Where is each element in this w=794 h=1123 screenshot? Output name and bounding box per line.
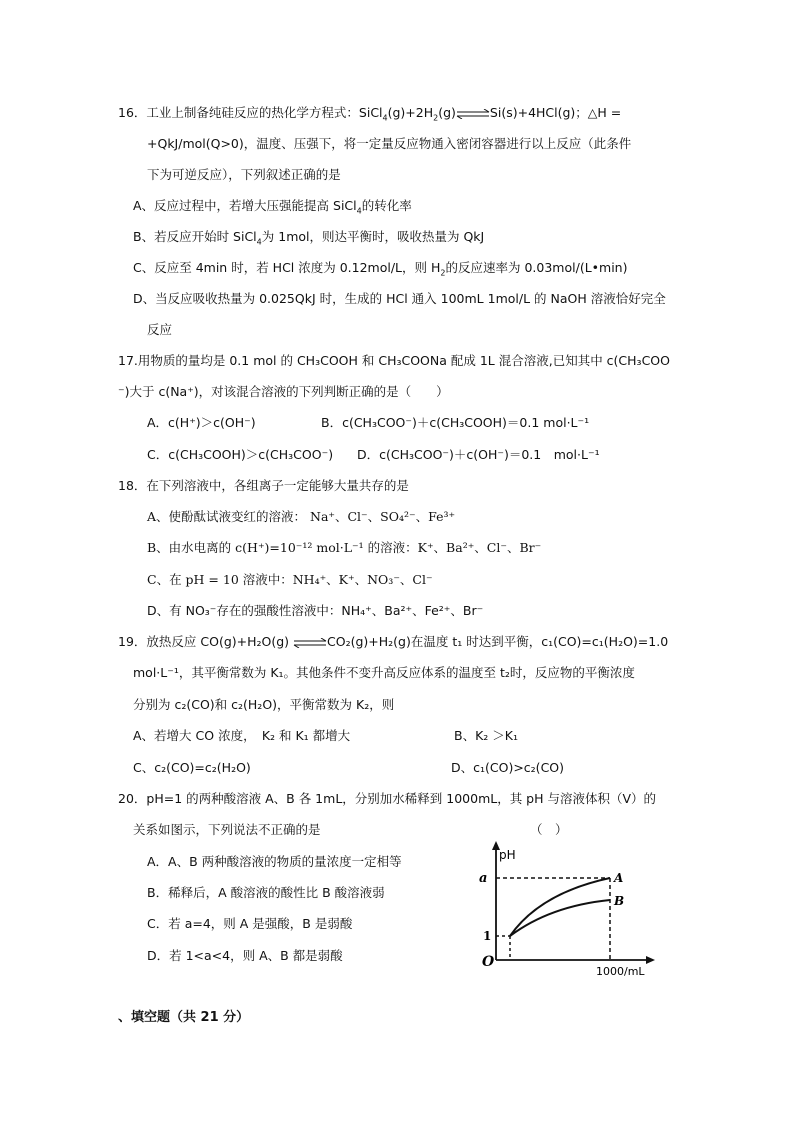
q20-option-d: D．若 1<a<4，则 A、B 都是弱酸 <box>147 948 343 963</box>
graph-xlabel: 1000/mL <box>596 965 645 978</box>
q16-line1: 16．工业上制备纯硅反应的热化学方程式：$SiCl_4(g)+2H_2(g)$ Si(s)+4HCl(g)；△H = <box>118 105 622 123</box>
q16-option-c: C、反应至 4min 时，若 HCl 浓度为 0.12mol/L，则 $H_2$的反应速率为 0.03mol/(L•min) <box>133 260 628 278</box>
q16-line3: 下为可逆反应），下列叙述正确的是 <box>147 167 341 182</box>
q19-option-a: A、若增大 CO 浓度， K₂ 和 K₁ 都增大 <box>133 728 351 743</box>
graph-a-label: a <box>479 871 488 886</box>
q20-answer-paren: （ ） <box>530 822 568 837</box>
q17-option-b: B．c(CH₃COO⁻)＋c(CH₃COOH)＝0.1 mol·L⁻¹ <box>321 415 590 430</box>
q20-line1: 20．pH=1 的两种酸溶液 A、B 各 1mL，分别加水稀释到 1000mL，其 pH 与溶液体积（V）的 <box>118 791 657 806</box>
q19-line3: 分别为 c₂(CO)和 c₂(H₂O)，平衡常数为 K₂，则 <box>133 697 395 712</box>
q18-option-d: D、有 NO₃⁻存在的强酸性溶液中：NH₄⁺、Ba²⁺、Fe²⁺、Br⁻ <box>147 603 484 618</box>
curve-a <box>510 878 610 936</box>
q16-option-d: D、当反应吸收热量为 0.025QkJ 时，生成的 HCl 通入 100mL 1mol/L 的 NaOH 溶液恰好完全 <box>133 291 666 306</box>
q20-option-c: C．若 a=4，则 A 是强酸，B 是弱酸 <box>147 916 353 931</box>
graph-origin-label: O <box>482 954 495 970</box>
q19-option-c: C、c₂(CO)=c₂(H₂O) <box>133 760 251 775</box>
graph-curve-a-label: A <box>614 871 624 885</box>
q18-line1: 18．在下列溶液中，各组离子一定能够大量共存的是 <box>118 478 409 493</box>
q19-line2: mol·L⁻¹，其平衡常数为 K₁。其他条件不变升高反应体系的温度至 t₂时，反应物的平衡浓度 <box>133 665 635 680</box>
q17-option-a: A．c(H⁺)＞c(OH⁻) <box>147 415 256 430</box>
graph-curve-b-label: B <box>614 894 625 908</box>
q16-option-a: A、反应过程中，若增大压强能提高 SiCl$_4$的转化率 <box>133 198 412 216</box>
q16-option-b: B、若反应开始时 SiCl$_4$为 1mol，则达平衡时，吸收热量为 QkJ <box>133 229 485 247</box>
q20-line2: 关系如图示，下列说法不正确的是 <box>133 822 321 837</box>
q16-option-d-cont: 反应 <box>147 322 173 337</box>
q16-line2: +QkJ/mol(Q>0)，温度、压强下，将一定量反应物通入密闭容器进行以上反应（此条件 <box>147 136 632 151</box>
q20-option-b: B．稀释后，A 酸溶液的酸性比 B 酸溶液弱 <box>147 885 385 900</box>
q20-option-a: A．A、B 两种酸溶液的物质的量浓度一定相等 <box>147 854 402 869</box>
q18-option-a: A、使酚酞试液变红的溶液： Na⁺、Cl⁻、SO₄²⁻、Fe³⁺ <box>147 509 456 524</box>
q18-option-c: C、在 pH = 10 溶液中：NH₄⁺、K⁺、NO₃⁻、Cl⁻ <box>147 572 433 587</box>
q19-option-d: D、c₁(CO)>c₂(CO) <box>451 760 565 775</box>
q18-option-b: B、由水电离的 c(H⁺)=10⁻¹² mol·L⁻¹ 的溶液：K⁺、Ba²⁺、Cl⁻、Br⁻ <box>147 540 542 555</box>
q19-line1: 19．放热反应 CO(g)+H₂O(g) CO₂(g)+H₂(g)在温度 t₁ 时达到平衡，c₁(CO)=c₁(H₂O)=1.0 <box>118 634 669 649</box>
q17-option-c: C．c(CH₃COOH)＞c(CH₃COO⁻) <box>147 447 334 462</box>
section-title: 、填空题（共 21 分） <box>118 1010 250 1025</box>
equilibrium-arrow-icon <box>293 638 327 648</box>
q17-line2: ⁻)大于 c(Na⁺)，对该混合溶液的下列判断正确的是（ ） <box>118 384 449 399</box>
q17-option-d: D．c(CH₃COO⁻)＋c(OH⁻)＝0.1 mol·L⁻¹ <box>357 447 600 462</box>
q16-number: 16． <box>118 105 147 120</box>
graph-one-label: 1 <box>483 929 492 943</box>
graph-ylabel: pH <box>499 848 516 862</box>
equilibrium-arrow-icon <box>456 109 490 119</box>
q19-option-b: B、K₂ ＞K₁ <box>454 728 518 743</box>
ph-dilution-graph <box>470 838 670 978</box>
q17-line1: 17.用物质的量均是 0.1 mol 的 CH₃COOH 和 CH₃COONa 配成 1L 混合溶液,已知其中 c(CH₃COO <box>118 353 670 368</box>
